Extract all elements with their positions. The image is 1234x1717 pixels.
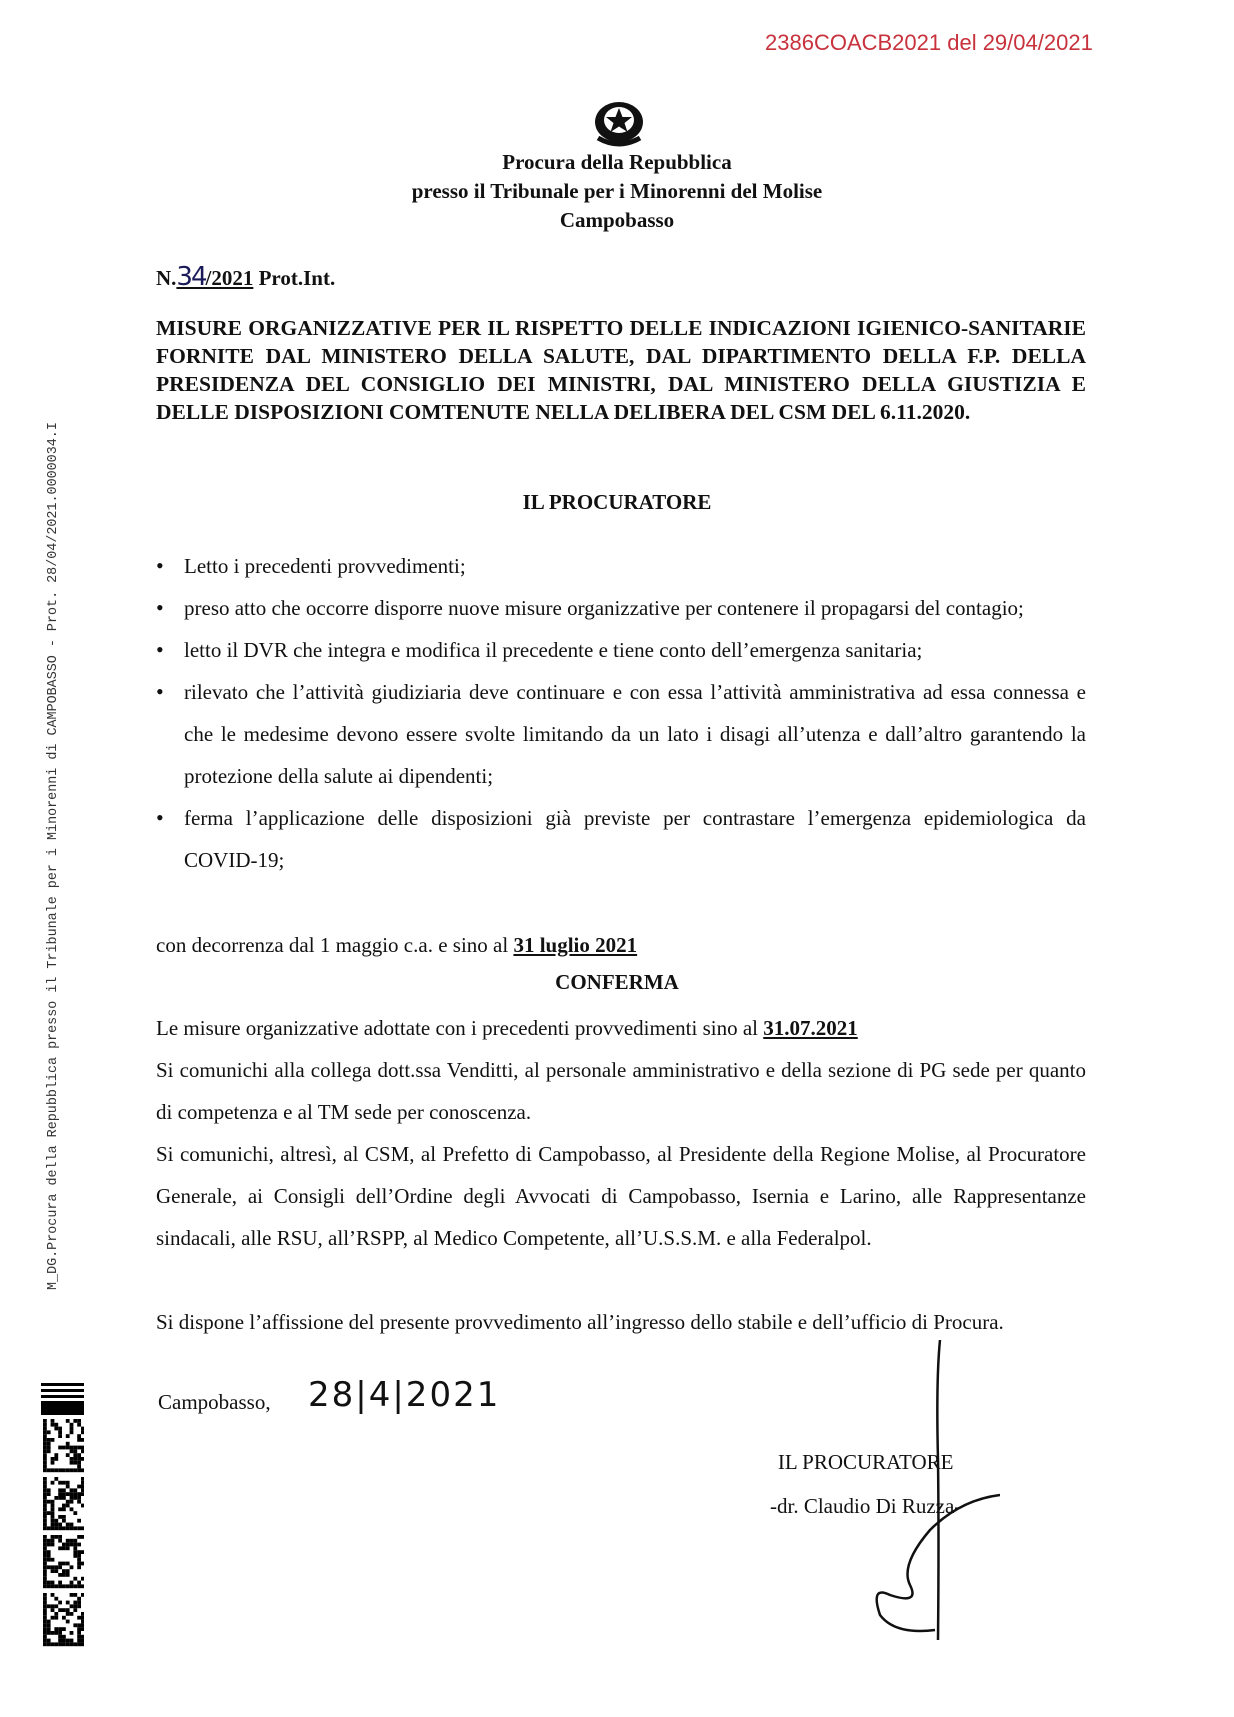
premise-item: • preso atto che occorre disporre nuove misure organizzative per contenere il propagarsi del contagio; xyxy=(156,587,1086,629)
validity-end-date: 31 luglio 2021 xyxy=(513,933,638,957)
header-line-2: presso il Tribunale per i Minorenni del Molise xyxy=(411,179,823,203)
premise-item: • ferma l’applicazione delle disposizioni già previste per contrastare l’emergenza epidemiologica da COVID-19; xyxy=(156,797,1086,881)
premise-item: • rilevato che l’attività giudiziaria deve continuare e con essa l’attività amministrativa ad essa connessa e che le medesime devono essere svolte limitando da un lato i disagi all’utenza e dall’altro garantendo la protezione della salute ai dipendenti; xyxy=(156,671,1086,797)
protocol-number xyxy=(156,262,335,292)
posting-order-paragraph: Si dispone l’affissione del presente provvedimento all’ingresso dello stabile e dell’ufficio di Procura. xyxy=(156,1310,1004,1334)
signer-title: IL PROCURATORE xyxy=(777,1450,954,1474)
validity-period xyxy=(156,924,1086,966)
protocol-suffix: Prot.Int. xyxy=(258,266,336,290)
header-line-3: Campobasso xyxy=(559,208,675,232)
protocol-stamp: 2386COACB2021 del 29/04/2021 xyxy=(765,30,1093,55)
communication-paragraph-2: Si comunichi, altresì, al CSM, al Prefetto di Campobasso, al Presidente della Regione Molise, al Procuratore Generale, ai Consigli dell’Ordine degli Avvocati di Campobasso, Isernia e Larino, alle Rappresentanze sindacali, alle RSU, all’RSPP, al Medico Competente, all’U.S.S.M. e alla Federalpol. xyxy=(156,1142,1086,1250)
handwritten-signature-icon xyxy=(860,1340,1000,1640)
communication-paragraph-1: Si comunichi alla collega dott.ssa Venditti, al personale amministrativo e della sezione di PG sede per quanto di competenza e al TM sede per conoscenza. xyxy=(156,1058,1086,1124)
side-registration-stamp: M_DG.Procura della Repubblica presso il Tribunale per i Minorenni di CAMPOBASSO - Prot. 28/04/2021.0000034.I xyxy=(46,422,61,1290)
confirmation-paragraph xyxy=(156,1007,1086,1049)
confirmation-text: Le misure organizzative adottate con i precedenti provvedimenti sino al xyxy=(156,1016,764,1040)
protocol-year: /2021 xyxy=(205,266,254,290)
confirmation-end-date: 31.07.2021 xyxy=(763,1016,858,1040)
premise-item: • letto il DVR che integra e modifica il precedente e tiene conto dell’emergenza sanitaria; xyxy=(156,629,1086,671)
italian-republic-emblem-icon xyxy=(590,98,648,150)
office-header xyxy=(0,148,1234,235)
premises-list xyxy=(156,545,1086,881)
decision-heading: CONFERMA xyxy=(555,970,679,994)
place-label: Campobasso, xyxy=(158,1390,271,1414)
document-title: MISURE ORGANIZZATIVE PER IL RISPETTO DELLE INDICAZIONI IGIENICO-SANITARIE FORNITE DAL MINISTERO DELLA SALUTE, DAL DIPARTIMENTO DELLA F.P. DELLA PRESIDENZA DEL CONSIGLIO DEI MINISTRI, DAL MINISTERO DELLA GIUSTIZIA E DELLE DISPOSIZIONI COMTENUTE NELLA DELIBERA DEL CSM DEL 6.11.2020. xyxy=(156,316,1086,424)
signer-name: -dr. Claudio Di Ruzza- xyxy=(770,1494,962,1518)
premise-item: • Letto i precedenti provvedimenti; xyxy=(156,545,1086,587)
handwritten-date: 28|4|2021 xyxy=(308,1375,501,1415)
authority-heading: IL PROCURATORE xyxy=(522,490,712,514)
datamatrix-barcode-icon xyxy=(41,1383,84,1653)
header-line-1: Procura della Repubblica xyxy=(502,150,732,174)
protocol-number-handwritten: 34 xyxy=(176,262,206,292)
protocol-prefix: N. xyxy=(156,266,177,290)
validity-text: con decorrenza dal 1 maggio c.a. e sino al xyxy=(156,933,514,957)
